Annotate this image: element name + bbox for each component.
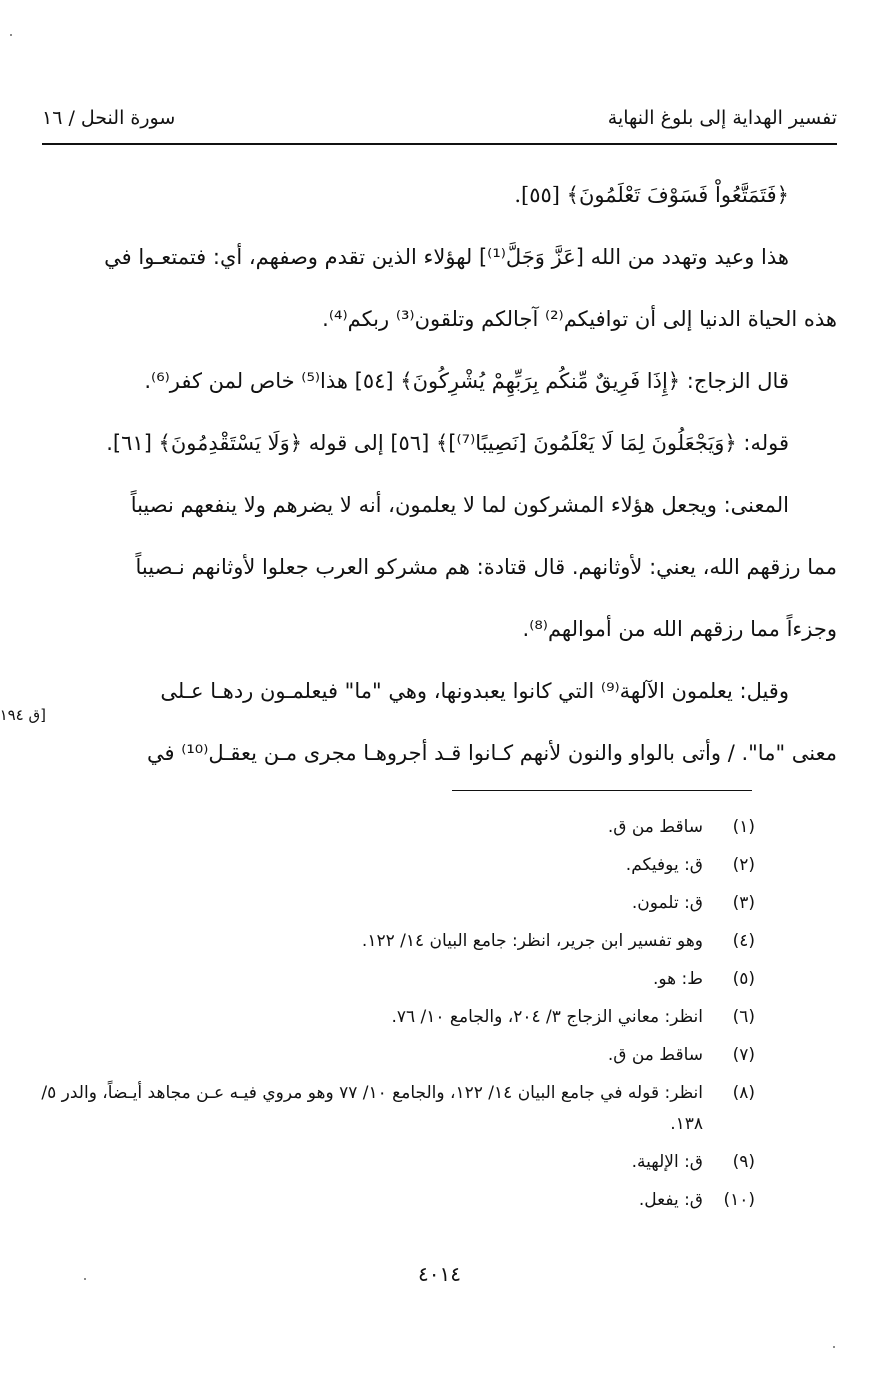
footnote-number: (٤) — [732, 931, 755, 951]
paragraph-line: معنى "ما". / وأتى بالواو والنون لأنهم كـانوا قـد أجروهـا مجرى مـن يعقـل⁽¹⁰⁾ في — [147, 741, 837, 765]
scan-speck — [10, 34, 12, 36]
footnote-text: انظر: معاني الزجاج ٣/ ٢٠٤، والجامع ١٠/ ٧٦. — [391, 1007, 703, 1027]
footnote-number: (١٠) — [723, 1190, 755, 1210]
book-title: تفسير الهداية إلى بلوغ النهاية — [607, 107, 837, 129]
footnote-divider — [452, 790, 752, 791]
surah-label: سورة النحل / ١٦ — [42, 107, 176, 129]
paragraph-line: مما رزقهم الله، يعني: لأوثانهم. قال قتادة: هم مشركو العرب جعلوا لأوثانهم نـصيباً — [135, 555, 837, 579]
paragraph-line: هذه الحياة الدنيا إلى أن توافيكم⁽²⁾ آجالكم وتلقون⁽³⁾ ربكم⁽⁴⁾. — [322, 307, 837, 331]
footnote-text: وهو تفسير ابن جرير، انظر: جامع البيان ١٤/ ١٢٢. — [361, 931, 703, 951]
paragraph-line: قال الزجاج: ﴿إِذَا فَرِيقٌ مِّنكُم بِرَبِّهِمْ يُشْرِكُونَ﴾ [٥٤] هذا⁽⁵⁾ خاص لمن كفر⁽⁶⁾. — [144, 369, 789, 393]
footnote — [40, 1078, 755, 1140]
footnote-text: انظر: قوله في جامع البيان ١٤/ ١٢٢، والجامع ١٠/ ٧٧ وهو مروي فيـه عـن مجاهد أيـضاً، والدر ٥/ ١٣٨. — [41, 1083, 703, 1134]
footnote-text: ق: تلمون. — [631, 893, 703, 913]
paragraph-line: وقيل: يعلمون الآلهة⁽⁹⁾ التي كانوا يعبدونها، وهي "ما" فيعلمـون ردهـا عـلى — [160, 679, 789, 703]
footnote-number: (٦) — [732, 1007, 755, 1027]
paragraph-line: وجزءاً مما رزقهم الله من أموالهم⁽⁸⁾. — [522, 617, 837, 641]
footnote-number: (٢) — [732, 855, 755, 875]
footnote-number: (٧) — [732, 1045, 755, 1065]
footnote-text: ق: يوفيكم. — [625, 855, 703, 875]
footnote — [40, 1185, 755, 1216]
footnote-text: ق: الإلهية. — [631, 1152, 703, 1172]
footnote-text: ساقط من ق. — [607, 817, 703, 837]
footnote — [40, 964, 755, 995]
manuscript-folio-note: [ق ١٩٤ — [0, 706, 46, 724]
footnote-number: (٣) — [732, 893, 755, 913]
footnote — [40, 850, 755, 881]
paragraph-line: قوله: ﴿وَيَجْعَلُونَ لِمَا لَا يَعْلَمُونَ [نَصِيبًا⁽⁷⁾]﴾ [٥٦] إلى قوله ﴿وَلَا يَسْتَقْدِمُونَ﴾ [٦١]. — [106, 431, 789, 455]
footnote — [40, 888, 755, 919]
main-text — [42, 164, 837, 784]
footnote-number: (١) — [732, 817, 755, 837]
footnote-number: (٨) — [732, 1083, 755, 1103]
footnote-text: ق: يفعل. — [638, 1190, 703, 1210]
footnotes — [40, 812, 755, 1223]
footnote — [40, 812, 755, 843]
footnote — [40, 1002, 755, 1033]
footnote-number: (٥) — [732, 969, 755, 989]
verse-line: ﴿فَتَمَتَّعُواْ فَسَوْفَ تَعْلَمُونَ﴾ [٥٥]. — [514, 183, 789, 207]
footnote — [40, 1040, 755, 1071]
footnote-text: ساقط من ق. — [607, 1045, 703, 1065]
footnote — [40, 926, 755, 957]
footnote-text: ط: هو. — [652, 969, 703, 989]
running-header — [42, 98, 837, 138]
header-divider — [42, 143, 837, 145]
footnote — [40, 1147, 755, 1178]
scan-speck — [84, 1278, 86, 1280]
page-number: ٤٠١٤ — [418, 1262, 461, 1286]
paragraph-line: هذا وعيد وتهدد من الله [عَزَّ وَجَلَّ⁽¹⁾] لهؤلاء الذين تقدم وصفهم، أي: فتمتعـوا في — [104, 245, 789, 269]
paragraph-line: المعنى: ويجعل هؤلاء المشركون لما لا يعلمون، أنه لا يضرهم ولا ينفعهم نصيباً — [130, 493, 789, 517]
footnote-number: (٩) — [732, 1152, 755, 1172]
scan-speck — [833, 1346, 835, 1348]
